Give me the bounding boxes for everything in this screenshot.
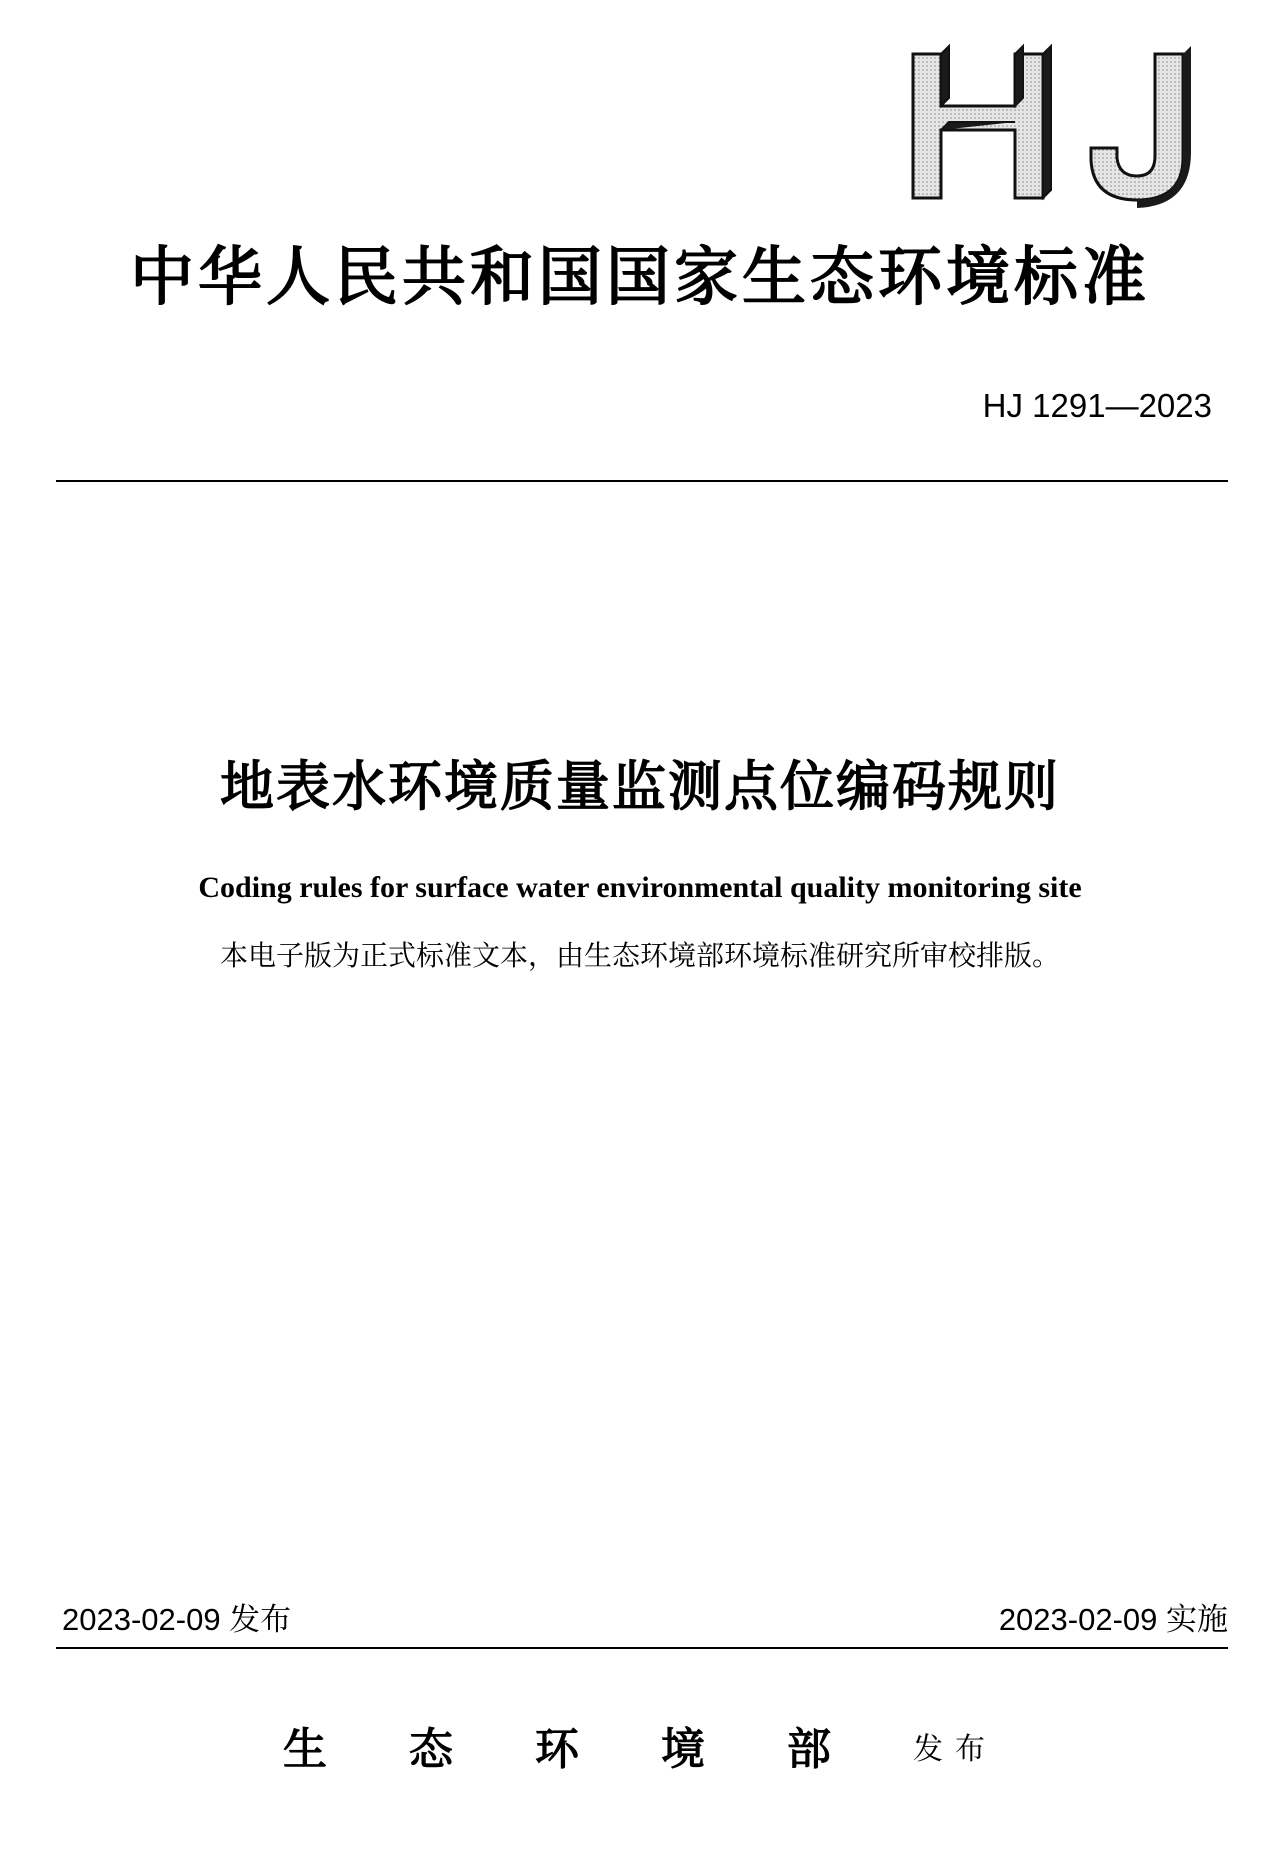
publisher-line (0, 1718, 1280, 1782)
hj-logo (905, 40, 1205, 210)
electronic-version-note: 本电子版为正式标准文本，由生态环境部环境标准研究所审校排版。 (219, 939, 1060, 972)
bottom-divider (56, 1647, 1228, 1649)
top-divider (56, 480, 1228, 482)
document-title-english: Coding rules for surface water environmental quality monitoring site (198, 871, 1082, 904)
document-title-chinese: 地表水环境质量监测点位编码规则 (220, 755, 1060, 818)
effective-date: 2023-02-09 实施 (998, 1602, 1228, 1637)
country-standard-title: 中华人民共和国国家生态环境标准 (130, 240, 1150, 315)
standard-number: HJ 1291—2023 (982, 387, 1212, 424)
publish-label: 发布 (913, 1732, 997, 1767)
issue-date: 2023-02-09 发布 (62, 1602, 292, 1637)
publisher-name: 生态环境部 (283, 1724, 913, 1775)
